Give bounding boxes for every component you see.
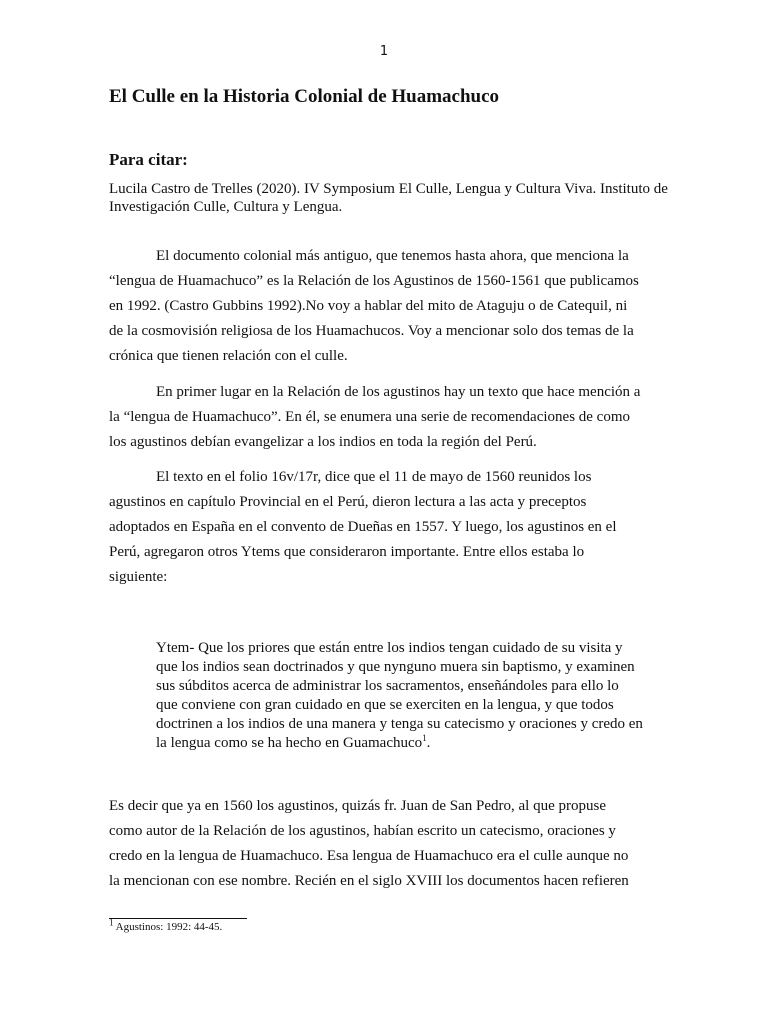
page-number: 1 xyxy=(379,44,389,59)
paragraph-line: como autor de la Relación de los agustinos, habían escrito un catecismo, oraciones y xyxy=(109,823,616,839)
paragraph-line: los agustinos debían evangelizar a los indios en toda la región del Perú. xyxy=(109,434,537,450)
footnote-reference[interactable]: 1 xyxy=(422,733,427,743)
paragraph-line: agustinos en capítulo Provincial en el Perú, dieron lectura a las acta y preceptos xyxy=(109,494,587,510)
paragraph-line: En primer lugar en la Relación de los agustinos hay un texto que hace mención a xyxy=(156,384,641,400)
paragraph-line: Perú, agregaron otros Ytems que consideraron importante. Entre ellos estaba lo xyxy=(109,544,585,560)
document-title: El Culle en la Historia Colonial de Huamachuco xyxy=(109,86,500,107)
quote-line-text: la lengua como se ha hecho en Guamachuco xyxy=(156,735,423,751)
paragraph-line: Es decir que ya en 1560 los agustinos, quizás fr. Juan de San Pedro, al que propuse xyxy=(109,798,606,814)
citation-heading: Para citar: xyxy=(109,150,188,169)
quote-end: . xyxy=(426,735,431,751)
quote-line: doctrinen a los indios de una manera y tenga su catecismo y oraciones y credo en xyxy=(156,716,643,732)
paragraph-line: de la cosmovisión religiosa de los Huamachucos. Voy a mencionar solo dos temas de la xyxy=(109,323,634,339)
quote-line: Ytem- Que los priores que están entre los indios tengan cuidado de su visita y xyxy=(156,640,623,656)
quote-line: sus súbditos acerca de administrar los sacramentos, enseñándoles para ello lo xyxy=(156,678,619,694)
paragraph-line: adoptados en España en el convento de Dueñas en 1557. Y luego, los agustinos en el xyxy=(109,519,617,535)
quote-line: que los indios sean doctrinados y que nynguno muera sin baptismo, y examinen xyxy=(156,659,635,675)
footnote-divider xyxy=(109,918,247,919)
paragraph-line: la mencionan con ese nombre. Recién en el siglo XVIII los documentos hacen refieren xyxy=(109,873,629,889)
citation-text: Lucila Castro de Trelles (2020). IV Symposium El Culle, Lengua y Cultura Viva. Instituto de Investigación Culle, Cultura y Lengua. xyxy=(109,181,668,215)
paragraph-line: El documento colonial más antiguo, que tenemos hasta ahora, que menciona la xyxy=(156,248,629,264)
paragraph-line: la “lengua de Huamachuco”. En él, se enumera una serie de recomendaciones de como xyxy=(109,409,631,425)
quote-last-line xyxy=(156,735,430,752)
footnote-number: 1 xyxy=(109,917,114,928)
quote-line: que conviene con gran cuidado en que se exerciten en la lengua, y que todos xyxy=(156,697,614,713)
paragraph-line: crónica que tienen relación con el culle. xyxy=(109,348,348,364)
paragraph-line: “lengua de Huamachuco” es la Relación de los Agustinos de 1560-1561 que publicamos xyxy=(109,273,639,289)
paragraph-line: credo en la lengua de Huamachuco. Esa lengua de Huamachuco era el culle aunque no xyxy=(109,848,629,864)
footnote-text: Agustinos: 1992: 44-45. xyxy=(113,921,223,933)
paragraph-line: siguiente: xyxy=(109,569,168,585)
paragraph-line: El texto en el folio 16v/17r, dice que el 11 de mayo de 1560 reunidos los xyxy=(156,469,592,485)
paragraph-line: en 1992. (Castro Gubbins 1992).No voy a hablar del mito de Ataguju o de Catequil, ni xyxy=(109,298,628,314)
footnote xyxy=(109,917,223,933)
